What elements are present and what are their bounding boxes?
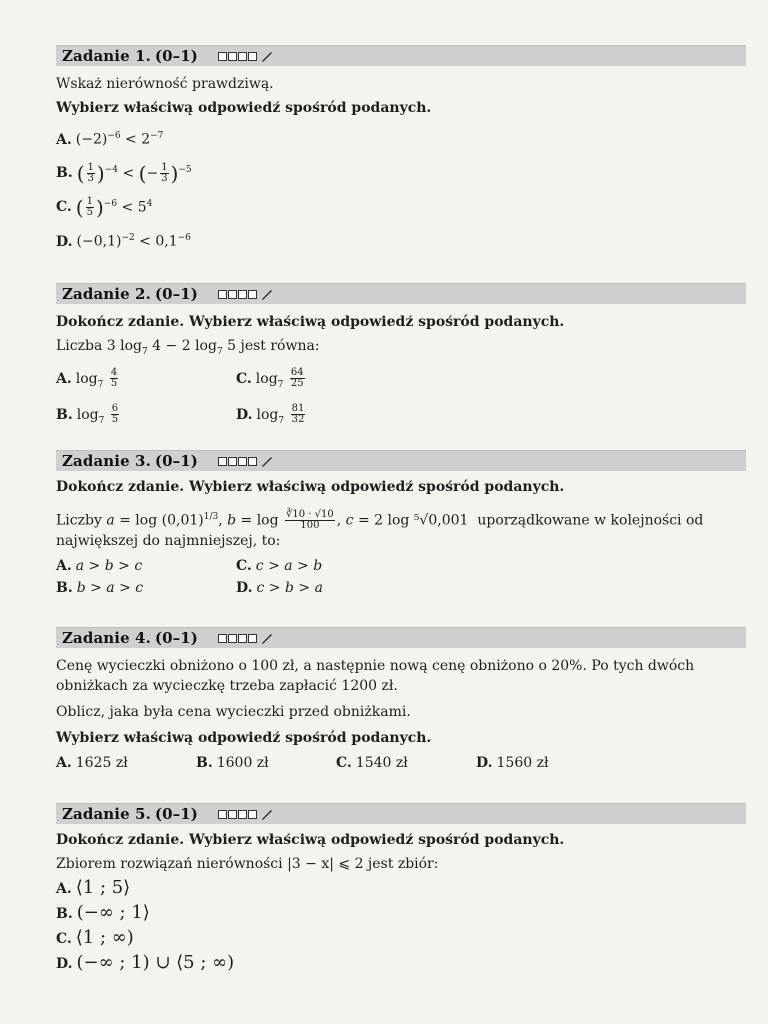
- answer-d: D. c > b > a: [236, 580, 323, 597]
- task-title: Zadanie 1.: [62, 47, 151, 65]
- task-2-header: [56, 283, 746, 304]
- task-title: Zadanie 2.: [62, 285, 151, 303]
- answer-c: C. ⟨1 ; ∞): [56, 927, 134, 948]
- task-command: Dokończ zdanie. Wybierz właściwą odpowiedź spośród podanych.: [56, 832, 565, 848]
- answer-a: A. 1625 zł: [56, 755, 128, 771]
- task-command: Wybierz właściwą odpowiedź spośród podanych.: [56, 730, 432, 746]
- task-points: (0–1): [154, 452, 198, 470]
- answer-a: A. $(-2)^{-6} < 2^{-7}$: [56, 131, 164, 148]
- answer-c: C. c > a > b: [236, 558, 323, 575]
- task-3: [56, 450, 746, 599]
- task-points: (0–1): [154, 629, 198, 647]
- answer-b: B. (−∞ ; 1⟩: [56, 902, 150, 923]
- answer-a: A. a > b > c: [56, 558, 143, 575]
- score-boxes: [218, 807, 274, 821]
- pencil-icon: [260, 287, 274, 301]
- task-command: Dokończ zdanie. Wybierz właściwą odpowiedź spośród podanych.: [56, 314, 565, 330]
- score-boxes: [218, 49, 274, 63]
- task-title: Zadanie 5.: [62, 805, 151, 823]
- task-question: Zbiorem rozwiązań nierówności |3 − x| ⩽ 2 jest zbiór:: [56, 856, 439, 872]
- task-title: Zadanie 3.: [62, 452, 151, 470]
- answer-d: D. 1560 zł: [476, 755, 549, 771]
- answer-c: C. $\log_7$ $\frac{64}{25}$: [236, 367, 304, 390]
- answer-a: A. ⟨1 ; 5⟩: [56, 877, 131, 898]
- answer-c: C. 1540 zł: [336, 755, 408, 771]
- task-2: [56, 283, 746, 431]
- pencil-icon: [260, 807, 274, 821]
- task-text-cont: obniżkach za wycieczkę trzeba zapłacić 1200 zł.: [56, 678, 398, 694]
- task-instruction: Oblicz, jaka była cena wycieczki przed obniżkami.: [56, 704, 411, 720]
- task-4-header: [56, 627, 746, 648]
- task-text: Cenę wycieczki obniżono o 100 zł, a następnie nową cenę obniżono o 20%. Po tych dwóch: [56, 658, 695, 674]
- task-command: Dokończ zdanie. Wybierz właściwą odpowiedź spośród podanych.: [56, 479, 565, 495]
- pencil-icon: [260, 49, 274, 63]
- answer-b: B. ( $\frac{1}{3}$ )$^{-4}$ < (− $\frac{1}{3}$ )$^{-5}$: [56, 161, 192, 186]
- task-title: Zadanie 4.: [62, 629, 151, 647]
- answer-b: B. 1600 zł: [196, 755, 269, 771]
- task-question: Liczba 3 $\log_7 4 - 2$ $\log_7 5$ jest równa:: [56, 338, 320, 357]
- score-boxes: [218, 454, 274, 468]
- task-question-cont: największej do najmniejszej, to:: [56, 533, 281, 550]
- task-instruction: Wskaż nierówność prawdziwą.: [56, 76, 274, 92]
- answer-c: C. ( $\frac{1}{5}$ )$^{-6} < 5^4$: [56, 195, 153, 220]
- score-boxes: [218, 287, 274, 301]
- pencil-icon: [260, 454, 274, 468]
- task-1-header: [56, 45, 746, 66]
- task-command: Wybierz właściwą odpowiedź spośród podanych.: [56, 100, 432, 116]
- task-5-header: [56, 803, 746, 824]
- task-points: (0–1): [154, 285, 198, 303]
- task-points: (0–1): [154, 805, 198, 823]
- score-boxes: [218, 631, 274, 645]
- pencil-icon: [260, 631, 274, 645]
- task-3-header: [56, 450, 746, 471]
- answer-a: A. $\log_7$ $\frac{4}{5}$: [56, 367, 118, 390]
- task-4: [56, 627, 746, 774]
- task-points: (0–1): [154, 47, 198, 65]
- answer-d: D. (−∞ ; 1) ∪ ⟨5 ; ∞): [56, 952, 235, 973]
- answer-b: B. b > a > c: [56, 580, 144, 597]
- task-5: [56, 803, 746, 974]
- task-question: Liczby $a = \log (0,01)^{1/3}$, b = log $\frac{∛10 \cdot √10}{100}$ , c = 2 log ⁵√0,001 uporządkowane w kolejności od: [56, 509, 704, 532]
- answer-b: B. $\log_7$ $\frac{6}{5}$: [56, 403, 119, 426]
- task-1: [56, 45, 746, 252]
- answer-d: D. $\log_7$ $\frac{81}{32}$: [236, 403, 305, 426]
- answer-d: D. $(-0,1)^{-2} < 0,1^{-6}$: [56, 232, 191, 250]
